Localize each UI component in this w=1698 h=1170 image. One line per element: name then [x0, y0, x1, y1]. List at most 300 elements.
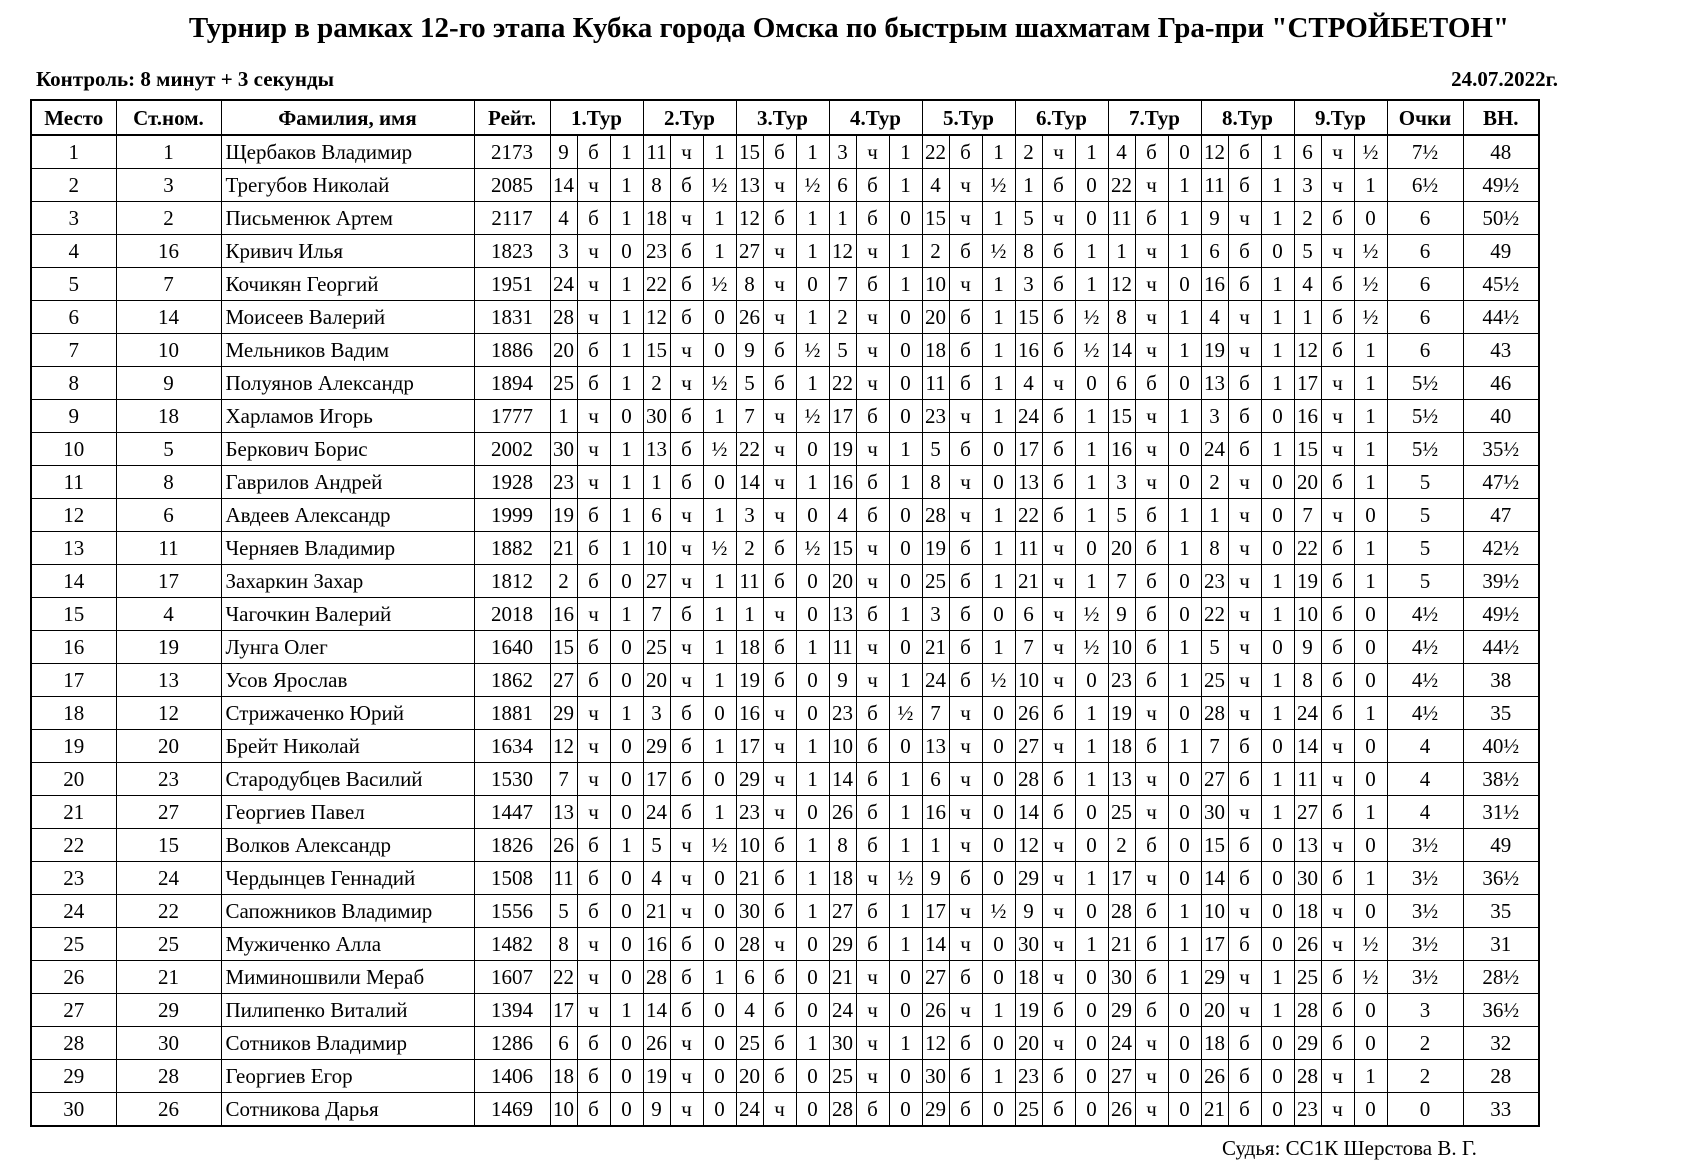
round-1-opponent: 25: [550, 367, 577, 400]
table-row: [31, 400, 1539, 433]
round-8-result: 1: [1261, 565, 1294, 598]
round-8-color: б: [1228, 1093, 1261, 1127]
start-number-cell: 29: [116, 994, 221, 1027]
tiebreak-cell: 40: [1463, 400, 1539, 433]
round-5-result: 0: [982, 928, 1015, 961]
round-2-color: ч: [670, 1027, 703, 1060]
round-1-result: 1: [610, 466, 643, 499]
round-5-opponent: 13: [922, 730, 949, 763]
round-8-color: ч: [1228, 565, 1261, 598]
round-7-color: ч: [1135, 1060, 1168, 1093]
round-5-result: 0: [982, 796, 1015, 829]
round-3-result: ½: [796, 400, 829, 433]
start-number-cell: 27: [116, 796, 221, 829]
round-3-color: ч: [763, 1093, 796, 1127]
round-1-result: 0: [610, 895, 643, 928]
round-4-opponent: 15: [829, 532, 856, 565]
round-8-color: б: [1228, 763, 1261, 796]
table-row: [31, 334, 1539, 367]
round-8-result: 0: [1261, 235, 1294, 268]
round-5-opponent: 2: [922, 235, 949, 268]
table-row: [31, 928, 1539, 961]
round-1-result: 1: [610, 268, 643, 301]
place-cell: 12: [31, 499, 116, 532]
round-8-color: б: [1228, 928, 1261, 961]
round-9-color: б: [1321, 598, 1354, 631]
round-5-opponent: 10: [922, 268, 949, 301]
round-6-result: 0: [1075, 1093, 1108, 1127]
round-3-color: б: [763, 367, 796, 400]
round-5-opponent: 19: [922, 532, 949, 565]
round-4-opponent: 24: [829, 994, 856, 1027]
round-8-opponent: 4: [1201, 301, 1228, 334]
round-2-color: ч: [670, 499, 703, 532]
round-4-result: 1: [889, 895, 922, 928]
round-3-result: 1: [796, 1027, 829, 1060]
round-5-opponent: 1: [922, 829, 949, 862]
round-2-result: 1: [703, 202, 736, 235]
round-2-result: 0: [703, 1060, 736, 1093]
round-3-opponent: 15: [736, 135, 763, 169]
round-3-opponent: 18: [736, 631, 763, 664]
round-1-opponent: 13: [550, 796, 577, 829]
round-1-color: ч: [577, 466, 610, 499]
round-7-result: 1: [1168, 169, 1201, 202]
round-8-opponent: 19: [1201, 334, 1228, 367]
round-8-color: ч: [1228, 664, 1261, 697]
round-8-opponent: 5: [1201, 631, 1228, 664]
points-cell: 6: [1387, 268, 1463, 301]
points-cell: 5½: [1387, 400, 1463, 433]
round-6-result: 0: [1075, 1027, 1108, 1060]
round-4-result: 0: [889, 1060, 922, 1093]
place-cell: 4: [31, 235, 116, 268]
round-3-opponent: 22: [736, 433, 763, 466]
round-5-result: 1: [982, 367, 1015, 400]
round-5-color: б: [949, 598, 982, 631]
round-4-color: б: [856, 763, 889, 796]
round-2-result: 1: [703, 598, 736, 631]
points-cell: 5: [1387, 466, 1463, 499]
round-5-opponent: 30: [922, 1060, 949, 1093]
round-5-color: б: [949, 961, 982, 994]
tiebreak-cell: 38½: [1463, 763, 1539, 796]
round-4-result: 0: [889, 499, 922, 532]
judge-signature-line: Судья: СС1К Шерстова В. Г.: [1222, 1136, 1477, 1160]
round-5-color: ч: [949, 763, 982, 796]
player-name-cell: Лунга Олег: [221, 631, 474, 664]
round-7-opponent: 8: [1108, 301, 1135, 334]
round-2-opponent: 12: [643, 301, 670, 334]
header-round-2: 2.Тур: [643, 100, 736, 135]
round-2-color: ч: [670, 1060, 703, 1093]
round-5-opponent: 18: [922, 334, 949, 367]
round-9-result: ½: [1354, 135, 1387, 169]
round-8-opponent: 1: [1201, 499, 1228, 532]
round-4-color: ч: [856, 664, 889, 697]
round-8-result: 1: [1261, 598, 1294, 631]
round-9-color: ч: [1321, 169, 1354, 202]
round-9-result: 0: [1354, 1093, 1387, 1127]
round-2-color: ч: [670, 664, 703, 697]
round-1-color: б: [577, 499, 610, 532]
round-2-result: 1: [703, 565, 736, 598]
round-4-opponent: 2: [829, 301, 856, 334]
round-7-color: б: [1135, 895, 1168, 928]
tiebreak-cell: 43: [1463, 334, 1539, 367]
round-3-color: б: [763, 532, 796, 565]
round-7-result: 1: [1168, 301, 1201, 334]
round-4-result: 0: [889, 994, 922, 1027]
round-6-color: б: [1042, 466, 1075, 499]
points-cell: 3½: [1387, 829, 1463, 862]
table-row: [31, 433, 1539, 466]
round-7-color: ч: [1135, 862, 1168, 895]
round-8-color: ч: [1228, 598, 1261, 631]
round-7-result: 0: [1168, 763, 1201, 796]
round-2-color: б: [670, 928, 703, 961]
round-3-result: 0: [796, 268, 829, 301]
round-1-color: ч: [577, 268, 610, 301]
round-4-result: 1: [889, 268, 922, 301]
place-cell: 5: [31, 268, 116, 301]
round-3-color: ч: [763, 235, 796, 268]
table-row: [31, 862, 1539, 895]
start-number-cell: 17: [116, 565, 221, 598]
round-2-result: 0: [703, 466, 736, 499]
round-7-result: 1: [1168, 928, 1201, 961]
round-9-color: б: [1321, 994, 1354, 1027]
header-round-3: 3.Тур: [736, 100, 829, 135]
start-number-cell: 3: [116, 169, 221, 202]
round-6-color: б: [1042, 994, 1075, 1027]
round-5-opponent: 22: [922, 135, 949, 169]
table-row: [31, 697, 1539, 730]
round-5-opponent: 16: [922, 796, 949, 829]
round-7-result: 0: [1168, 994, 1201, 1027]
round-5-result: 0: [982, 763, 1015, 796]
rating-cell: 1447: [474, 796, 550, 829]
player-name-cell: Стародубцев Василий: [221, 763, 474, 796]
round-1-opponent: 22: [550, 961, 577, 994]
round-5-result: 1: [982, 202, 1015, 235]
round-7-opponent: 4: [1108, 135, 1135, 169]
points-cell: 3½: [1387, 895, 1463, 928]
round-5-result: 0: [982, 466, 1015, 499]
table-row: [31, 202, 1539, 235]
round-1-color: б: [577, 532, 610, 565]
round-7-color: б: [1135, 202, 1168, 235]
points-cell: 4½: [1387, 598, 1463, 631]
round-1-result: 0: [610, 796, 643, 829]
round-3-color: ч: [763, 466, 796, 499]
round-8-opponent: 13: [1201, 367, 1228, 400]
round-1-result: 0: [610, 631, 643, 664]
tiebreak-cell: 35: [1463, 895, 1539, 928]
round-4-result: 1: [889, 1027, 922, 1060]
round-2-opponent: 19: [643, 1060, 670, 1093]
round-4-color: ч: [856, 334, 889, 367]
round-1-opponent: 24: [550, 268, 577, 301]
round-1-opponent: 9: [550, 135, 577, 169]
round-5-result: ½: [982, 169, 1015, 202]
round-3-color: б: [763, 895, 796, 928]
round-8-result: 1: [1261, 169, 1294, 202]
tiebreak-cell: 32: [1463, 1027, 1539, 1060]
round-2-color: б: [670, 169, 703, 202]
round-9-opponent: 28: [1294, 1060, 1321, 1093]
round-2-result: 0: [703, 862, 736, 895]
round-6-color: б: [1042, 301, 1075, 334]
round-8-opponent: 14: [1201, 862, 1228, 895]
round-3-result: 0: [796, 796, 829, 829]
round-1-color: б: [577, 202, 610, 235]
round-3-opponent: 7: [736, 400, 763, 433]
round-3-color: ч: [763, 169, 796, 202]
round-5-result: 1: [982, 135, 1015, 169]
round-3-opponent: 21: [736, 862, 763, 895]
round-4-color: б: [856, 730, 889, 763]
start-number-cell: 28: [116, 1060, 221, 1093]
round-3-color: б: [763, 135, 796, 169]
round-5-opponent: 11: [922, 367, 949, 400]
round-1-color: ч: [577, 433, 610, 466]
points-cell: 4: [1387, 730, 1463, 763]
round-1-opponent: 20: [550, 334, 577, 367]
round-1-color: б: [577, 367, 610, 400]
round-5-color: б: [949, 631, 982, 664]
round-9-opponent: 22: [1294, 532, 1321, 565]
round-9-result: 1: [1354, 466, 1387, 499]
round-9-color: ч: [1321, 730, 1354, 763]
start-number-cell: 6: [116, 499, 221, 532]
header-round-4: 4.Тур: [829, 100, 922, 135]
round-7-color: ч: [1135, 433, 1168, 466]
round-3-color: б: [763, 334, 796, 367]
round-4-color: ч: [856, 301, 889, 334]
rating-cell: 1508: [474, 862, 550, 895]
round-1-result: 1: [610, 367, 643, 400]
round-3-opponent: 25: [736, 1027, 763, 1060]
round-8-opponent: 18: [1201, 1027, 1228, 1060]
round-8-result: 0: [1261, 499, 1294, 532]
tiebreak-cell: 44½: [1463, 631, 1539, 664]
round-1-color: б: [577, 829, 610, 862]
round-6-color: ч: [1042, 135, 1075, 169]
round-4-opponent: 5: [829, 334, 856, 367]
round-1-color: ч: [577, 301, 610, 334]
round-8-color: ч: [1228, 697, 1261, 730]
round-6-opponent: 8: [1015, 235, 1042, 268]
round-4-result: 0: [889, 301, 922, 334]
round-9-opponent: 8: [1294, 664, 1321, 697]
player-name-cell: Усов Ярослав: [221, 664, 474, 697]
round-2-color: ч: [670, 135, 703, 169]
round-7-opponent: 13: [1108, 763, 1135, 796]
round-9-color: б: [1321, 301, 1354, 334]
tiebreak-cell: 49: [1463, 829, 1539, 862]
round-4-result: 1: [889, 169, 922, 202]
round-1-opponent: 29: [550, 697, 577, 730]
round-2-opponent: 26: [643, 1027, 670, 1060]
round-1-color: ч: [577, 994, 610, 1027]
round-4-result: 1: [889, 433, 922, 466]
round-1-result: 1: [610, 829, 643, 862]
round-4-opponent: 21: [829, 961, 856, 994]
round-9-opponent: 25: [1294, 961, 1321, 994]
round-2-result: 1: [703, 499, 736, 532]
player-name-cell: Георгиев Егор: [221, 1060, 474, 1093]
round-1-opponent: 17: [550, 994, 577, 1027]
round-6-result: 1: [1075, 928, 1108, 961]
round-7-color: б: [1135, 565, 1168, 598]
round-8-opponent: 12: [1201, 135, 1228, 169]
round-9-color: б: [1321, 268, 1354, 301]
round-2-color: б: [670, 730, 703, 763]
round-9-result: 0: [1354, 994, 1387, 1027]
round-8-result: 1: [1261, 135, 1294, 169]
round-6-result: 1: [1075, 135, 1108, 169]
round-6-opponent: 3: [1015, 268, 1042, 301]
start-number-cell: 1: [116, 135, 221, 169]
round-2-color: б: [670, 961, 703, 994]
round-4-result: 1: [889, 598, 922, 631]
round-8-result: 1: [1261, 202, 1294, 235]
round-4-result: 0: [889, 400, 922, 433]
round-3-color: ч: [763, 400, 796, 433]
round-7-opponent: 17: [1108, 862, 1135, 895]
header-tiebreak: ВН.: [1463, 100, 1539, 135]
round-8-opponent: 23: [1201, 565, 1228, 598]
round-3-opponent: 19: [736, 664, 763, 697]
round-4-result: 1: [889, 135, 922, 169]
round-9-color: ч: [1321, 763, 1354, 796]
round-4-color: ч: [856, 135, 889, 169]
points-cell: 4½: [1387, 664, 1463, 697]
round-9-color: б: [1321, 796, 1354, 829]
round-5-color: ч: [949, 730, 982, 763]
round-6-color: ч: [1042, 895, 1075, 928]
round-2-result: 0: [703, 994, 736, 1027]
table-row: [31, 268, 1539, 301]
round-1-result: 0: [610, 862, 643, 895]
round-3-opponent: 4: [736, 994, 763, 1027]
round-7-color: ч: [1135, 466, 1168, 499]
place-cell: 3: [31, 202, 116, 235]
round-1-opponent: 23: [550, 466, 577, 499]
round-9-color: б: [1321, 862, 1354, 895]
round-2-opponent: 22: [643, 268, 670, 301]
points-cell: 3: [1387, 994, 1463, 1027]
round-1-opponent: 27: [550, 664, 577, 697]
round-7-color: б: [1135, 961, 1168, 994]
round-9-opponent: 11: [1294, 763, 1321, 796]
table-row: [31, 730, 1539, 763]
round-4-result: 1: [889, 796, 922, 829]
round-6-color: ч: [1042, 598, 1075, 631]
round-2-result: ½: [703, 532, 736, 565]
round-6-result: 0: [1075, 895, 1108, 928]
round-7-opponent: 11: [1108, 202, 1135, 235]
document-title: Турнир в рамках 12-го этапа Кубка города Омска по быстрым шахматам Гра-при "СТРОЙБЕТОН": [188, 12, 1510, 44]
rating-cell: 1777: [474, 400, 550, 433]
round-2-opponent: 21: [643, 895, 670, 928]
round-5-color: ч: [949, 466, 982, 499]
round-8-opponent: 16: [1201, 268, 1228, 301]
round-1-color: б: [577, 565, 610, 598]
start-number-cell: 18: [116, 400, 221, 433]
round-2-opponent: 14: [643, 994, 670, 1027]
round-1-color: б: [577, 1060, 610, 1093]
round-6-opponent: 15: [1015, 301, 1042, 334]
round-2-result: 1: [703, 135, 736, 169]
round-5-color: ч: [949, 499, 982, 532]
player-name-cell: Харламов Игорь: [221, 400, 474, 433]
round-2-result: 1: [703, 631, 736, 664]
player-name-cell: Миминошвили Мераб: [221, 961, 474, 994]
round-4-result: 0: [889, 565, 922, 598]
round-5-opponent: 26: [922, 994, 949, 1027]
round-3-result: 1: [796, 631, 829, 664]
round-8-opponent: 29: [1201, 961, 1228, 994]
round-7-result: 0: [1168, 367, 1201, 400]
round-8-color: б: [1228, 862, 1261, 895]
points-cell: 2: [1387, 1060, 1463, 1093]
round-9-result: 0: [1354, 598, 1387, 631]
round-3-color: ч: [763, 928, 796, 961]
round-5-color: б: [949, 235, 982, 268]
round-3-result: 0: [796, 499, 829, 532]
points-cell: 4½: [1387, 631, 1463, 664]
round-8-color: ч: [1228, 895, 1261, 928]
header-name: Фамилия, имя: [221, 100, 474, 135]
round-1-result: 1: [610, 301, 643, 334]
round-5-color: б: [949, 301, 982, 334]
round-4-opponent: 20: [829, 565, 856, 598]
round-1-opponent: 14: [550, 169, 577, 202]
round-7-color: б: [1135, 532, 1168, 565]
round-6-color: б: [1042, 763, 1075, 796]
tiebreak-cell: 42½: [1463, 532, 1539, 565]
round-2-opponent: 27: [643, 565, 670, 598]
round-4-result: ½: [889, 862, 922, 895]
round-2-opponent: 25: [643, 631, 670, 664]
round-5-opponent: 6: [922, 763, 949, 796]
round-3-opponent: 27: [736, 235, 763, 268]
start-number-cell: 13: [116, 664, 221, 697]
round-5-color: ч: [949, 400, 982, 433]
round-9-opponent: 20: [1294, 466, 1321, 499]
round-3-color: б: [763, 1027, 796, 1060]
round-8-color: б: [1228, 169, 1261, 202]
round-5-result: ½: [982, 235, 1015, 268]
round-2-color: б: [670, 796, 703, 829]
round-6-color: ч: [1042, 532, 1075, 565]
round-9-result: 1: [1354, 169, 1387, 202]
header-round-7: 7.Тур: [1108, 100, 1201, 135]
round-3-opponent: 6: [736, 961, 763, 994]
round-4-color: б: [856, 169, 889, 202]
round-1-color: ч: [577, 235, 610, 268]
player-name-cell: Письменюк Артем: [221, 202, 474, 235]
round-3-opponent: 1: [736, 598, 763, 631]
round-1-opponent: 19: [550, 499, 577, 532]
round-5-opponent: 27: [922, 961, 949, 994]
round-7-result: 1: [1168, 334, 1201, 367]
round-3-opponent: 24: [736, 1093, 763, 1127]
round-6-opponent: 21: [1015, 565, 1042, 598]
round-9-color: ч: [1321, 928, 1354, 961]
